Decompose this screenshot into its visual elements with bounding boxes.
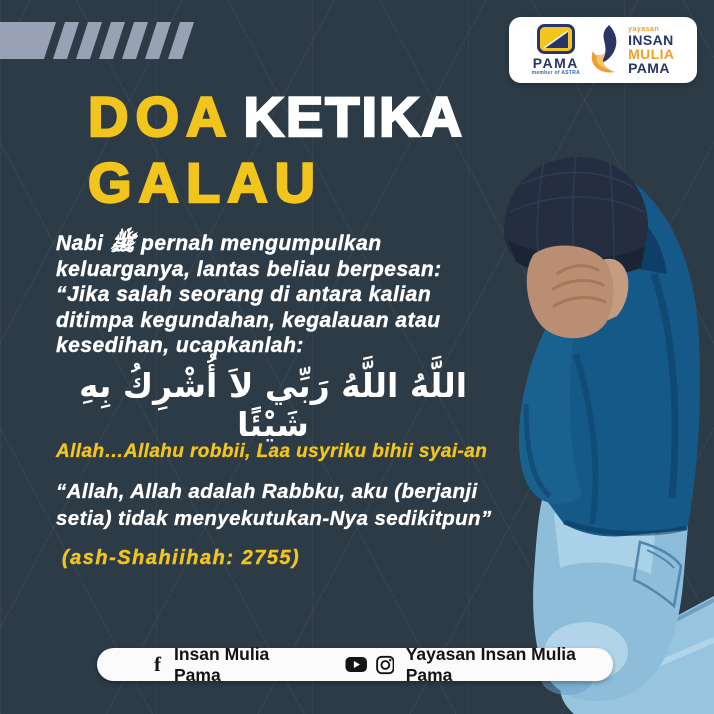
title-word-ketika: KETIKA — [243, 85, 464, 148]
intro-line: ditimpa kegundahan, kegalauan atau — [56, 308, 441, 332]
stripe-block — [0, 22, 56, 59]
stripe — [122, 22, 148, 59]
intro-line: kesedihan, ucapkanlah: — [56, 334, 304, 358]
title-word-galau: GALAU — [88, 151, 323, 214]
hadith-intro-text — [56, 231, 442, 359]
yayasan-wordmark — [628, 26, 674, 75]
page-title — [88, 84, 464, 216]
yayasan-mulia-text: MULIA — [628, 45, 675, 62]
pama-logo-icon — [537, 24, 575, 54]
intro-line: “Jika salah seorang di antara kalian — [56, 283, 432, 307]
stripe — [53, 22, 79, 59]
yayasan-insan-text: INSAN — [628, 31, 674, 48]
hazard-stripes-decoration — [0, 22, 188, 59]
pama-member-text: member of ASTRA — [531, 70, 581, 76]
hadith-source-citation: (ash-Shahiihah: 2755) — [62, 547, 301, 569]
instagram-icon[interactable] — [376, 655, 395, 675]
stripe — [99, 22, 125, 59]
footer-social-bar — [97, 643, 613, 685]
stripe — [168, 22, 194, 59]
brand-logo-badge — [509, 17, 697, 83]
yayasan-small-text: yayasan — [628, 25, 660, 33]
dua-transliteration-text: Allah…Allahu robbii, Laa usyriku bihii syai-an — [56, 441, 488, 462]
channels-handle-label[interactable]: Yayasan Insan Mulia Pama — [405, 643, 576, 685]
pama-logo-text: PAMA — [532, 55, 579, 71]
translation-line: setia) tidak menyekutukan-Nya sedikitpun” — [56, 506, 492, 530]
stripe — [76, 22, 102, 59]
yayasan-pama-text: PAMA — [628, 59, 670, 76]
dua-arabic-text: اللَّهُ اللَّهُ رَبِّي لاَ أُشْرِكُ بِهِ شَيْئًا — [78, 366, 468, 444]
facebook-icon[interactable]: f — [154, 652, 161, 676]
dua-translation-text — [56, 479, 492, 532]
youtube-icon[interactable] — [345, 656, 367, 673]
pama-logo — [532, 24, 581, 76]
facebook-handle-label[interactable]: Insan Mulia Pama — [174, 643, 270, 685]
intro-line: keluarganya, lantas beliau berpesan: — [56, 257, 442, 281]
title-word-doa: DOA — [88, 85, 234, 148]
stripe — [145, 22, 171, 59]
translation-line: “Allah, Allah adalah Rabbku, aku (berjanji — [56, 480, 478, 503]
intro-line: Nabi ﷺ pernah mengumpulkan — [56, 232, 382, 255]
flame-icon — [587, 24, 621, 76]
